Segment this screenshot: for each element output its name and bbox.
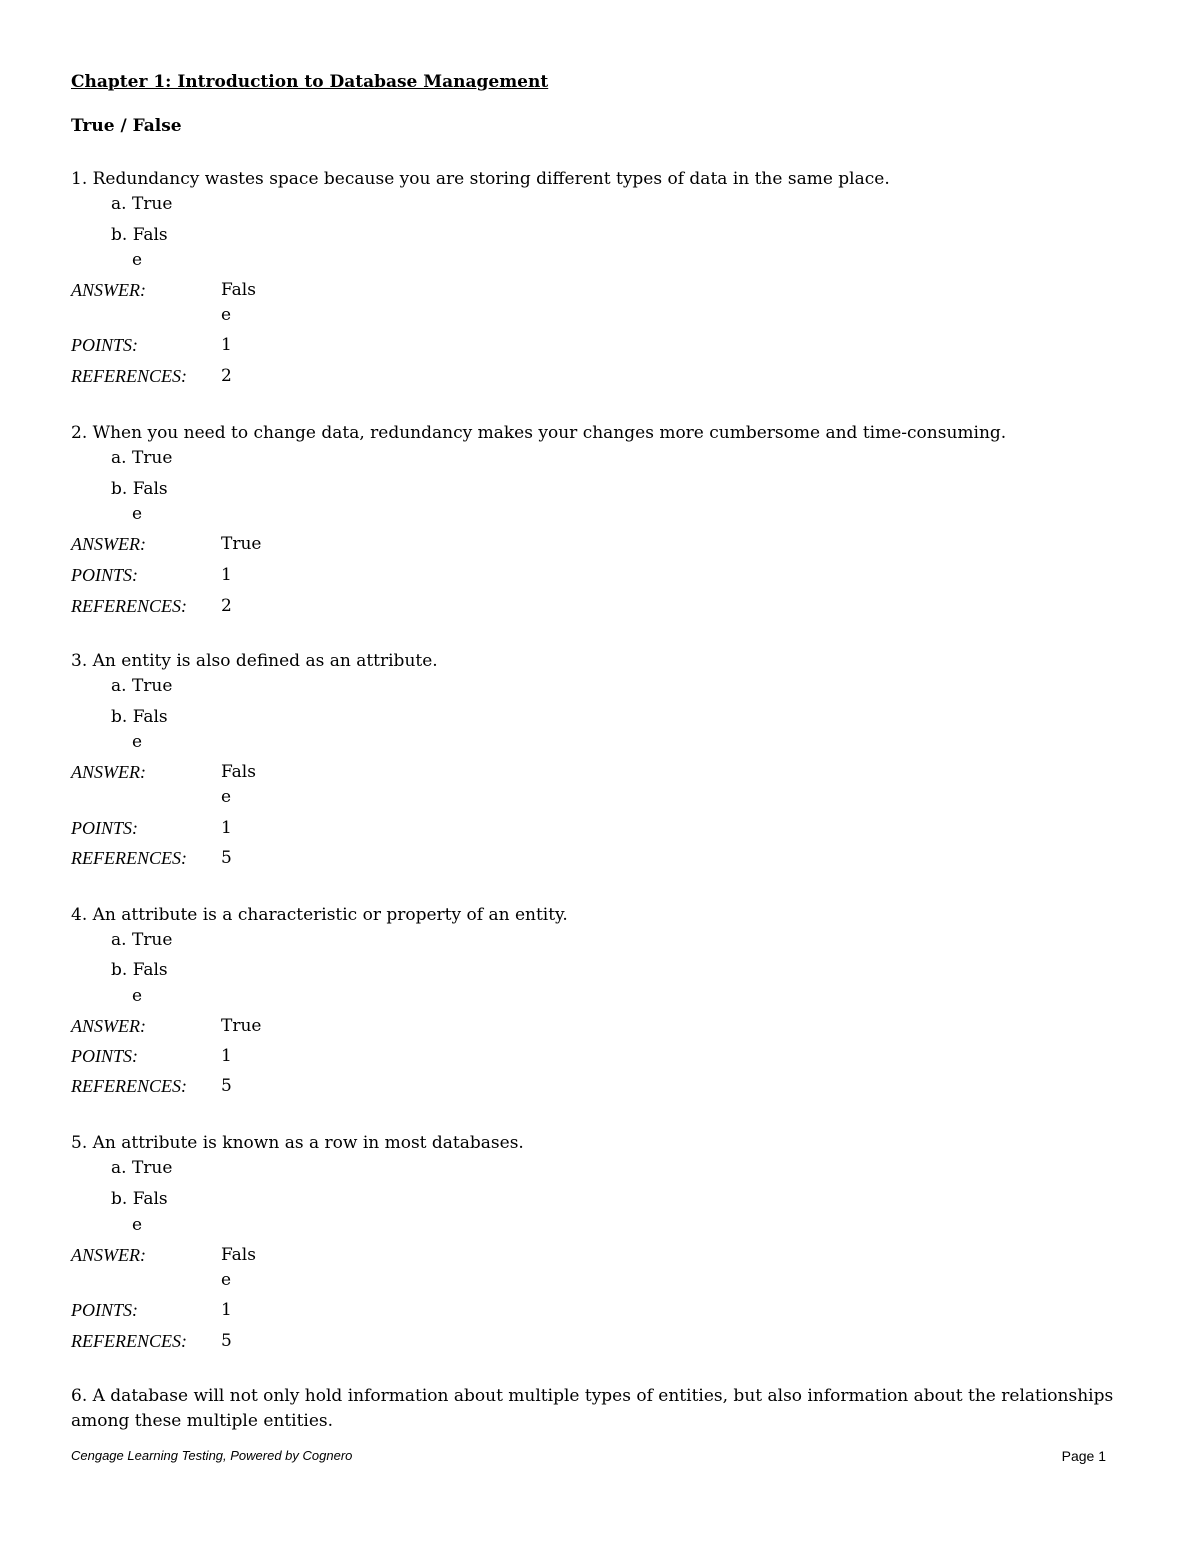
answer-label: ANSWER: [71, 1245, 146, 1265]
answer-value: True [221, 534, 262, 554]
question-6-text: 6. A database will not only hold information about multiple types of entities, but also information about the relationships among these multiple entities. [71, 1386, 1114, 1431]
points-label: POINTS: [71, 1300, 138, 1320]
question-3 [71, 648, 1131, 868]
footer-publisher: Cengage Learning Testing, Powered by Cognero [71, 1448, 353, 1463]
question-1 [71, 166, 1131, 386]
option-b-wrap: e [132, 1215, 143, 1235]
points-value: 1 [221, 565, 232, 585]
chapter-title: Chapter 1: Introduction to Database Management [71, 72, 549, 92]
question-4 [71, 902, 1131, 1096]
answer-label: ANSWER: [71, 1016, 146, 1036]
references-value: 5 [221, 848, 232, 868]
points-label: POINTS: [71, 818, 138, 838]
option-b: b. Fals [111, 707, 168, 727]
answer-value: Fals [221, 280, 256, 300]
option-b: b. Fals [111, 479, 168, 499]
question-text: 5. An attribute is known as a row in most databases. [71, 1133, 524, 1153]
points-label: POINTS: [71, 565, 138, 585]
option-a: a. True [111, 676, 173, 696]
question-text: 3. An entity is also defined as an attribute. [71, 651, 438, 671]
question-text: 1. Redundancy wastes space because you are storing different types of data in the same place. [71, 169, 890, 189]
answer-value: True [221, 1016, 262, 1036]
option-b: b. Fals [111, 960, 168, 980]
references-value: 2 [221, 366, 232, 386]
references-value: 2 [221, 596, 232, 616]
answer-value: Fals [221, 762, 256, 782]
references-label: REFERENCES: [71, 848, 187, 868]
question-text: 4. An attribute is a characteristic or property of an entity. [71, 905, 568, 925]
references-label: REFERENCES: [71, 1076, 187, 1096]
question-text: 2. When you need to change data, redundancy makes your changes more cumbersome and time-consuming. [71, 423, 1007, 443]
option-b-wrap: e [132, 504, 143, 524]
references-label: REFERENCES: [71, 1331, 187, 1351]
option-b: b. Fals [111, 225, 168, 245]
answer-value-wrap: e [221, 305, 232, 325]
option-a: a. True [111, 448, 173, 468]
points-value: 1 [221, 818, 232, 838]
option-b-wrap: e [132, 986, 143, 1006]
option-b-wrap: e [132, 732, 143, 752]
option-a: a. True [111, 194, 173, 214]
footer-page-number: Page 1 [1061, 1448, 1106, 1464]
option-b-wrap: e [132, 250, 143, 270]
answer-label: ANSWER: [71, 762, 146, 782]
references-label: REFERENCES: [71, 366, 187, 386]
question-5 [71, 1130, 1131, 1351]
points-label: POINTS: [71, 1046, 138, 1066]
references-value: 5 [221, 1076, 232, 1096]
answer-label: ANSWER: [71, 534, 146, 554]
answer-label: ANSWER: [71, 280, 146, 300]
points-value: 1 [221, 1046, 232, 1066]
answer-value: Fals [221, 1245, 256, 1265]
section-title: True / False [71, 116, 182, 136]
answer-value-wrap: e [221, 787, 232, 807]
question-2 [71, 420, 1131, 616]
points-label: POINTS: [71, 335, 138, 355]
answer-value-wrap: e [221, 1270, 232, 1290]
points-value: 1 [221, 335, 232, 355]
option-a: a. True [111, 930, 173, 950]
points-value: 1 [221, 1300, 232, 1320]
option-b: b. Fals [111, 1189, 168, 1209]
option-a: a. True [111, 1158, 173, 1178]
references-label: REFERENCES: [71, 596, 187, 616]
references-value: 5 [221, 1331, 232, 1351]
